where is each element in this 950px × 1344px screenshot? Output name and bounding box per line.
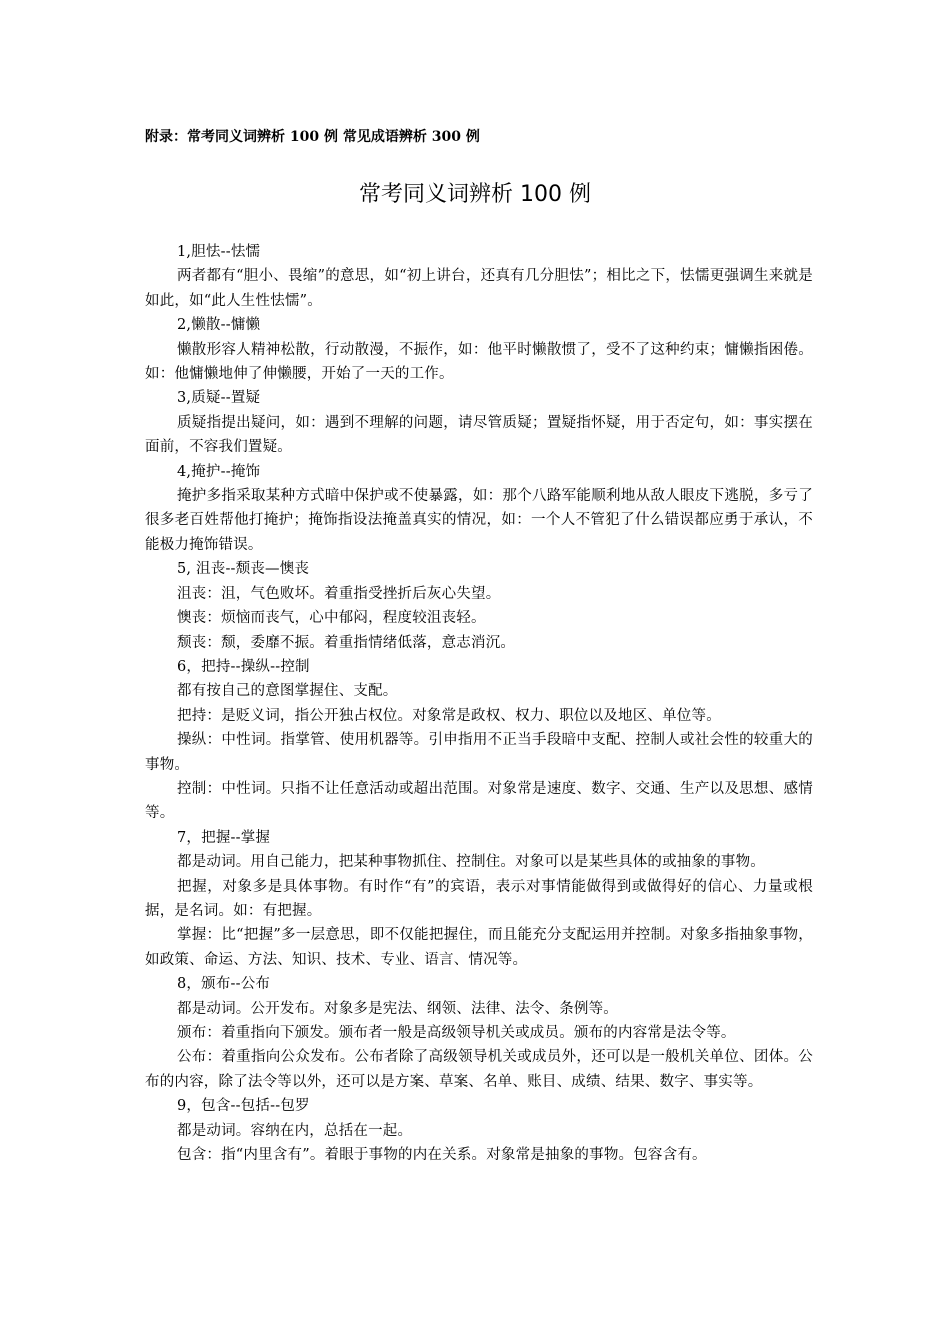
- entry-paragraph: 两者都有“胆小、畏缩”的意思，如“初上讲台，还真有几分胆怯”；相比之下，怯懦更强调生来就是如此，如“此人生性怯懦”。: [145, 268, 813, 309]
- entry-heading: 3,质疑--置疑: [177, 390, 261, 407]
- entry-heading: 8，颁布--公布: [177, 976, 271, 993]
- entry-paragraph: 质疑指提出疑问，如：遇到不理解的问题，请尽管质疑；置疑指怀疑，用于否定句，如：事实摆在面前，不容我们置疑。: [145, 414, 813, 456]
- entry-heading: 5, 沮丧--颓丧—懊丧: [177, 561, 310, 578]
- entry-paragraph: 控制：中性词。只指不让任意活动或超出范围。对象常是速度、数字、交通、生产以及思想、感情等。: [145, 780, 813, 822]
- entry-paragraph: 都有按自己的意图掌握住、支配。: [177, 683, 398, 700]
- entry-paragraph: 操纵：中性词。指掌管、使用机器等。引申指用不正当手段暗中支配、控制人或社会性的较重大的事物。: [145, 732, 813, 773]
- entry-paragraph: 懒散形容人精神松散，行动散漫，不振作，如：他平时懒散惯了，受不了这种约束；慵懒指困倦。如：他慵懒地伸了伸懒腰，开始了一天的工作。: [145, 341, 813, 383]
- entry-heading: 7，把握--掌握: [177, 829, 271, 846]
- page-title: 常考同义词辨析 100 例: [359, 182, 591, 207]
- entry-paragraph: 包含：指“内里含有”。着眼于事物的内在关系。对象常是抽象的事物。包容含有。: [177, 1147, 707, 1164]
- appendix-heading: 附录：常考同义词辨析 100 例 常见成语辨析 300 例: [145, 129, 480, 145]
- entry-paragraph: 把持：是贬义词，指公开独占权位。对象常是政权、权力、职位以及地区、单位等。: [177, 707, 721, 724]
- entry-paragraph: 掩护多指采取某种方式暗中保护或不使暴露，如：那个八路军能顺利地从敌人眼皮下逃脱，多亏了很多老百姓帮他打掩护；掩饰指设法掩盖真实的情况，如：一个人不管犯了什么错误都应勇于承认，不能极力掩饰错误。: [145, 488, 813, 553]
- entry-paragraph: 掌握：比“把握”多一层意思，即不仅能把握住，而且能充分支配运用并控制。对象多指抽象事物，如政策、命运、方法、知识、技术、专业、语言、情况等。: [145, 927, 813, 968]
- entry-paragraph: 沮丧：沮，气色败坏。着重指受挫折后灰心失望。: [177, 585, 501, 602]
- entry-heading: 1,胆怯--怯懦: [177, 244, 261, 260]
- entry-heading: 2,懒散--慵懒: [177, 317, 261, 334]
- entry-paragraph: 公布：着重指向公众发布。公布者除了高级领导机关或成员外，还可以是一般机关单位、团体。公布的内容，除了法令等以外，还可以是方案、草案、名单、账目、成绩、结果、数字、事实等。: [145, 1049, 813, 1090]
- entry-paragraph: 颁布：着重指向下颁发。颁布者一般是高级领导机关或成员。颁布的内容常是法令等。: [177, 1025, 736, 1041]
- entry-heading: 6，把持--操纵--控制: [177, 658, 310, 675]
- entry-paragraph: 把握，对象多是具体事物。有时作“有”的宾语，表示对事情能做得到或做得好的信心、力量或根据，是名词。如：有把握。: [145, 878, 813, 919]
- entry-paragraph: 都是动词。公开发布。对象多是宪法、纲领、法律、法令、条例等。: [177, 1000, 618, 1017]
- entry-heading: 4,掩护--掩饰: [177, 463, 261, 480]
- entry-paragraph: 都是动词。用自己能力，把某种事物抓住、控制住。对象可以是某些具体的或抽象的事物。: [177, 854, 765, 871]
- entry-paragraph: 颓丧：颓，委靡不振。着重指情绪低落，意志消沉。: [177, 634, 516, 651]
- entry-paragraph: 懊丧：烦恼而丧气，心中郁闷，程度较沮丧轻。: [177, 610, 486, 627]
- entry-paragraph: 都是动词。容纳在内，总括在一起。: [177, 1122, 413, 1139]
- document-body: [145, 240, 813, 1167]
- entry-heading: 9，包含--包括--包罗: [177, 1098, 310, 1115]
